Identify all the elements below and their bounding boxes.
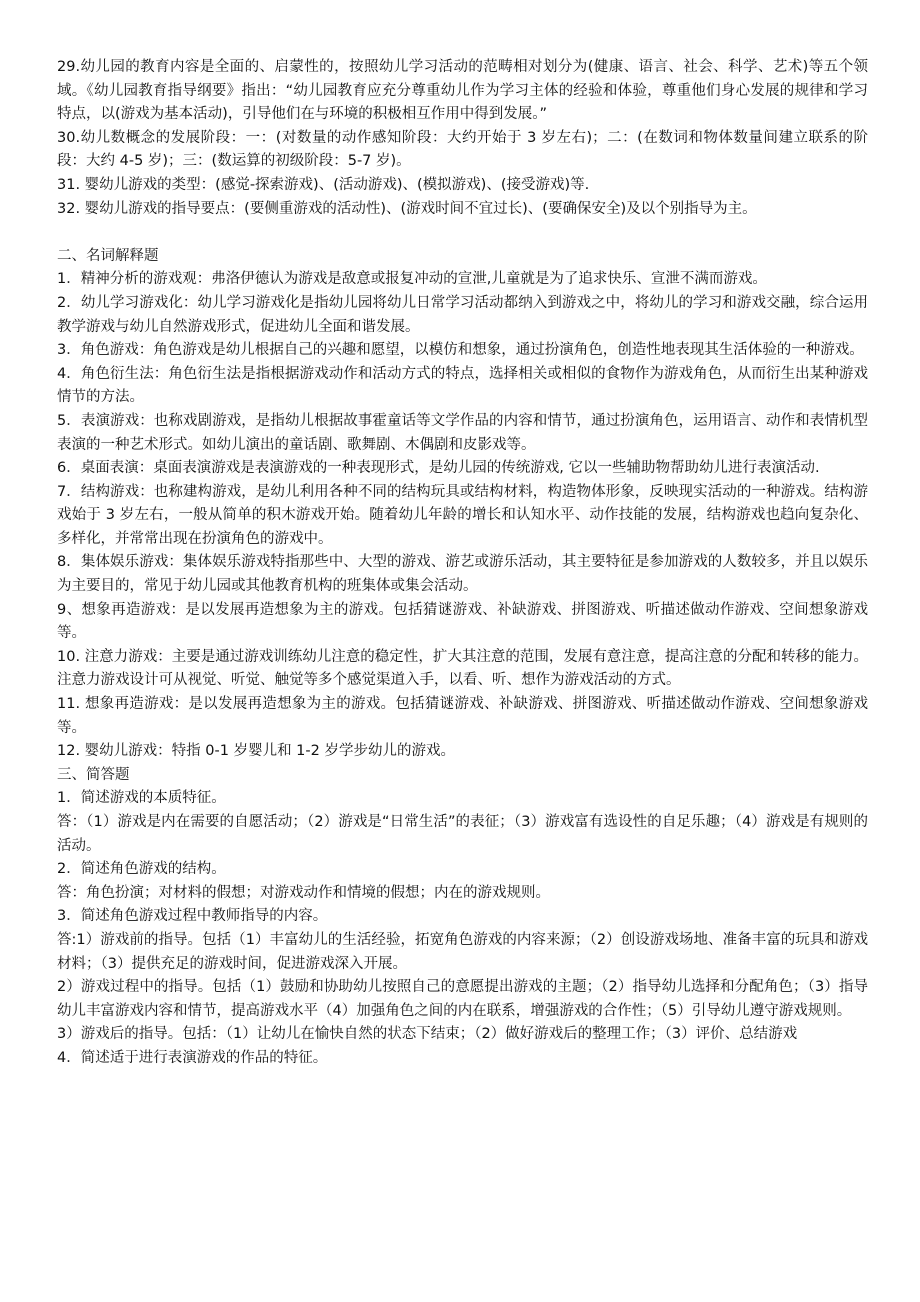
question: 4．简述适于进行表演游戏的作品的特征。 (57, 1049, 328, 1066)
term-definition: 4．角色衍生法：角色衍生法是指根据游戏动作和活动方式的特点，选择相关或相似的食物作为游戏角色，从而衍生出某种游戏情节的方法。 (57, 365, 868, 406)
term-definition: 3．角色游戏：角色游戏是幼儿根据自己的兴趣和愿望，以模仿和想象，通过扮演角色，创造性地表现其生活体验的一种游戏。 (57, 342, 864, 359)
term-definition: 7．结构游戏：也称建构游戏，是幼儿利用各种不同的结构玩具或结构材料，构造物体形象，反映现实活动的一种游戏。结构游戏始于 3 岁左右，一般从简单的积木游戏开始。随着幼儿年龄的增长和认知水平、动作技能的发展，结构游戏也趋向复杂化、多样化，并常常出现在扮演角色的游戏中。 (57, 483, 868, 547)
term-definition: 11. 想象再造游戏：是以发展再造想象为主的游戏。包括猜谜游戏、补缺游戏、拼图游戏、听描述做动作游戏、空间想象游戏等。 (57, 696, 868, 736)
paragraph-q31: 31. 婴幼儿游戏的类型：(感觉-探索游戏)、(活动游戏)、(模拟游戏)、(接受游戏)等. (57, 176, 590, 193)
answer: 答：角色扮演；对材料的假想；对游戏动作和情境的假想；内在的游戏规则。 (57, 884, 550, 901)
answer: 2）游戏过程中的指导。包括（1）鼓励和协助幼儿按照自己的意愿提出游戏的主题；（2）指导幼儿选择和分配角色；（3）指导幼儿丰富游戏内容和情节，提高游戏水平（4）加强角色之间的内在联系，增强游戏的合作性；（5）引导幼儿遵守游戏规则。 (57, 979, 868, 1019)
paragraph-q29: 29.幼儿园的教育内容是全面的、启蒙性的，按照幼儿学习活动的范畴相对划分为(健康、语言、社会、科学、艺术)等五个领域。《幼儿园教育指导纲要》指出：“幼儿园教育应充分尊重幼儿作为学习主体的经验和体验，尊重他们身心发展的规律和学习特点，以(游戏为基本活动)，引导他们在与环境的积极相互作用中得到发展。” (57, 59, 868, 123)
question: 1．简述游戏的本质特征。 (57, 790, 226, 807)
term-definition: 8．集体娱乐游戏：集体娱乐游戏特指那些中、大型的游戏、游艺或游乐活动，其主要特征是参加游戏的人数较多，并且以娱乐为主要目的，常见于幼儿园或其他教育机构的班集体或集会活动。 (57, 554, 868, 595)
question: 2．简述角色游戏的结构。 (57, 861, 226, 878)
answer: 3）游戏后的指导。包括：（1）让幼儿在愉快自然的状态下结束；（2）做好游戏后的整理工作；（3）评价、总结游戏 (57, 1026, 798, 1043)
term-definition: 1．精神分析的游戏观：弗洛伊德认为游戏是敌意或报复冲动的宣泄,儿童就是为了追求快乐、宣泄不满而游戏。 (57, 271, 767, 288)
answer: 答:1）游戏前的指导。包括（1）丰富幼儿的生活经验，拓宽角色游戏的内容来源；（2）创设游戏场地、准备丰富的玩具和游戏材料；（3）提供充足的游戏时间，促进游戏深入开展。 (57, 931, 868, 972)
term-definition: 9、想象再造游戏：是以发展再造想象为主的游戏。包括猜谜游戏、补缺游戏、拼图游戏、听描述做动作游戏、空间想象游戏等。 (57, 601, 868, 642)
term-definition: 10. 注意力游戏：主要是通过游戏训练幼儿注意的稳定性，扩大其注意的范围，发展有意注意，提高注意的分配和转移的能力。注意力游戏设计可从视觉、听觉、触觉等多个感觉渠道入手，以看、听、想作为游戏活动的方式。 (57, 648, 868, 689)
paragraph-q30: 30.幼儿数概念的发展阶段：一：(对数量的动作感知阶段：大约开始于 3 岁左右)；二：(在数词和物体数量间建立联系的阶段：大约 4-5 岁)；三：(数运算的初级阶段：5-7 岁)。 (57, 129, 868, 170)
term-definition: 2．幼儿学习游戏化：幼儿学习游戏化是指幼儿园将幼儿日常学习活动都纳入到游戏之中，将幼儿的学习和游戏交融，综合运用教学游戏与幼儿自然游戏形式，促进幼儿全面和谐发展。 (57, 294, 868, 335)
term-definition: 12. 婴幼儿游戏：特指 0-1 岁婴儿和 1-2 岁学步幼儿的游戏。 (57, 743, 455, 760)
question: 3．简述角色游戏过程中教师指导的内容。 (57, 908, 328, 925)
section-heading-terms: 二、名词解释题 (57, 247, 159, 264)
paragraph-q32: 32. 婴幼儿游戏的指导要点：(要侧重游戏的活动性)、(游戏时间不宜过长)、(要确保安全)及以个别指导为主。 (57, 200, 757, 217)
answer: 答：（1）游戏是内在需要的自愿活动；（2）游戏是“日常生活”的表征；（3）游戏富有选设性的自足乐趣；（4）游戏是有规则的活动。 (57, 814, 868, 854)
term-definition: 5．表演游戏：也称戏剧游戏，是指幼儿根据故事霍童话等文学作品的内容和情节，通过扮演角色，运用语言、动作和表情机型表演的一种艺术形式。如幼儿演出的童话剧、歌舞剧、木偶剧和皮影戏等。 (57, 412, 868, 453)
section-heading-short-answer: 三、简答题 (57, 766, 130, 783)
blank-line (57, 221, 868, 245)
term-definition: 6．桌面表演：桌面表演游戏是表演游戏的一种表现形式，是幼儿园的传统游戏, 它以一些辅助物帮助幼儿进行表演活动. (57, 460, 820, 477)
